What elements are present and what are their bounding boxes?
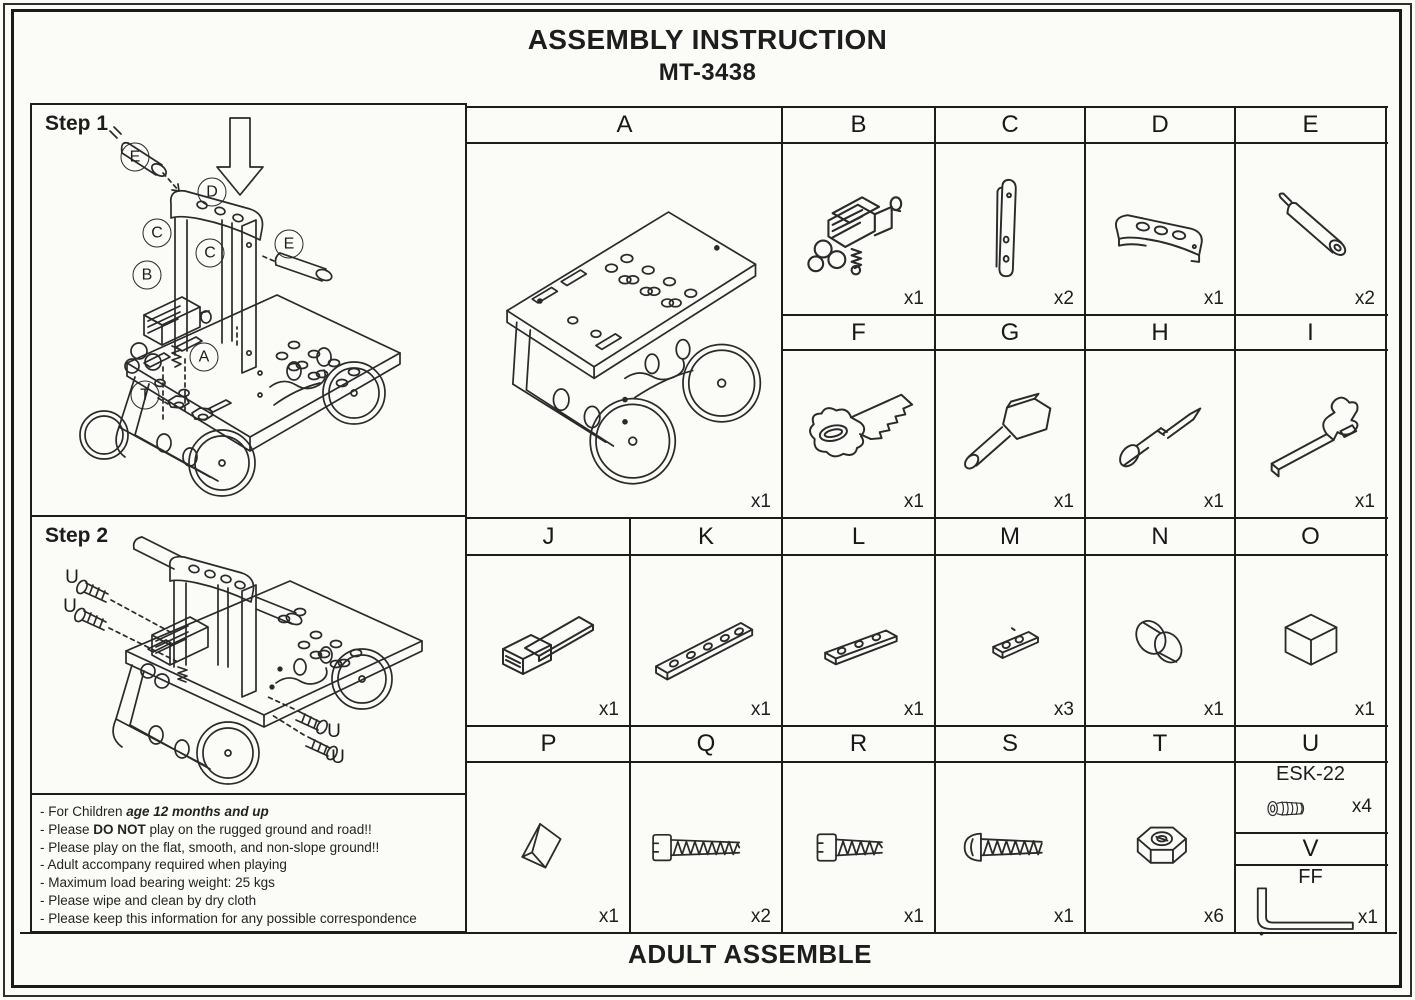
part-qty: x1 [1354, 699, 1375, 720]
grid-vline [934, 107, 936, 933]
part-qty: x1 [903, 491, 924, 512]
part-cell-M [935, 555, 1085, 726]
part-header-U: U [1301, 730, 1320, 757]
part-qty: x1 [1203, 699, 1224, 720]
long-screw-icon [642, 822, 770, 873]
grid-hline [467, 761, 1388, 763]
warning-text: - Maximum load bearing weight: 25 kgs [40, 875, 275, 891]
callout-E: E [121, 143, 150, 172]
part-header-L: L [851, 522, 866, 550]
part-cell-I [1235, 350, 1386, 518]
grid-hline [782, 314, 1388, 316]
cylinder-icon [1110, 591, 1210, 691]
callout-U: U [331, 747, 345, 768]
cube-icon [1261, 591, 1361, 691]
callout-B: B [133, 261, 162, 290]
warning-line [40, 910, 461, 928]
grid-vline [781, 107, 783, 933]
clamp-icon [801, 171, 917, 287]
callout-D: D [198, 178, 227, 207]
grid-hline [1235, 864, 1388, 866]
grid-hline [467, 106, 1388, 108]
part-qty: x1 [1053, 491, 1074, 512]
part-header-C: C [1001, 111, 1019, 138]
wedge-icon [500, 799, 598, 897]
part-cell-T [1085, 762, 1235, 933]
wrench-icon [1252, 380, 1370, 488]
part-header-N: N [1151, 522, 1169, 550]
part-qty: x1 [903, 288, 924, 309]
part-cell-K [630, 555, 782, 726]
part-cell-D [1085, 143, 1235, 315]
warning-panel [30, 793, 467, 933]
hammer-icon [951, 380, 1069, 488]
part-qty: x2 [1053, 288, 1074, 309]
part-cell-Q [630, 762, 782, 933]
warning-text: DO NOT [93, 821, 146, 837]
warning-text: play on the rugged ground and road!! [145, 821, 372, 837]
part-qty: x3 [1053, 699, 1074, 720]
title-line: ASSEMBLY INSTRUCTION [527, 24, 888, 55]
part-qty: x1 [1357, 907, 1378, 928]
part-header-R: R [849, 730, 868, 757]
part-cell-E [1235, 143, 1386, 315]
warning-line [40, 803, 461, 821]
part-cell-L [782, 555, 935, 726]
warning-line [40, 821, 461, 839]
part-qty: x1 [750, 491, 771, 512]
part-qty: x1 [750, 699, 771, 720]
part-qty: x4 [1351, 796, 1372, 817]
allen-key-icon [1243, 881, 1363, 936]
part-cell-V [1235, 865, 1386, 933]
part-cell-J [467, 555, 630, 726]
part-header-S: S [1001, 730, 1018, 757]
part-header-K: K [697, 522, 714, 550]
handle-top-icon [1098, 177, 1222, 282]
grid-hline [467, 517, 1388, 519]
hex-nut-icon [1109, 797, 1211, 899]
callout-A: A [190, 343, 219, 372]
model-number: MT-3438 [658, 59, 757, 86]
round-screw-icon [951, 820, 1069, 874]
part-cell-R [782, 762, 935, 933]
footer-label: ADULT ASSEMBLE [628, 939, 872, 969]
warning-line [40, 892, 461, 910]
part-cell-H [1085, 350, 1235, 518]
part-header-O: O [1301, 522, 1320, 550]
part-cell-S [935, 762, 1085, 933]
warning-line [40, 874, 461, 892]
slat-icon [957, 176, 1063, 282]
part-qty: x1 [598, 699, 619, 720]
grid-hline [467, 554, 1388, 556]
short-screw-icon [806, 821, 912, 874]
warning-text: age 12 months and up [126, 804, 269, 819]
part-qty: x6 [1203, 906, 1224, 927]
part-cell-P [467, 762, 630, 933]
strip3-icon [801, 587, 917, 693]
cart-body-icon [480, 156, 770, 494]
part-qty: x1 [1354, 491, 1375, 512]
step2-label: Step 2 [45, 524, 109, 547]
warning-text: - For Children [40, 804, 127, 819]
part-header-I: I [1307, 318, 1314, 346]
part-header-E: E [1302, 111, 1319, 138]
grid-hline [1235, 832, 1388, 834]
rod-icon [1257, 175, 1365, 283]
part-cell-B [782, 143, 935, 315]
part-qty: x1 [903, 699, 924, 720]
warning-text: - Please play on the flat, smooth, and non-slope ground!! [40, 839, 380, 855]
part-header-D: D [1151, 111, 1169, 138]
callout-E: E [275, 230, 304, 259]
grid-vline [1234, 107, 1236, 933]
part-qty: x1 [1203, 288, 1224, 309]
callout-T: T [131, 381, 160, 410]
part-qty: x2 [750, 906, 771, 927]
part-cell-G [935, 350, 1085, 518]
step2-illustration [32, 517, 465, 793]
grid-hline [467, 142, 1388, 144]
part-qty: x1 [1053, 906, 1074, 927]
part-header-Q: Q [696, 730, 716, 757]
saw-icon [795, 380, 923, 488]
square-plate-icon [489, 586, 609, 696]
step2-panel [30, 515, 467, 795]
part-qty: x1 [598, 906, 619, 927]
part-code: ESK-22 [1276, 763, 1345, 785]
part-cell-F [782, 350, 935, 518]
callout-U: U [327, 721, 341, 742]
document-title [0, 24, 1415, 87]
part-cell-C [935, 143, 1085, 315]
part-header-B: B [850, 111, 867, 138]
callout-U: U [65, 567, 79, 588]
part-header-J: J [542, 522, 555, 550]
warning-line [40, 839, 461, 857]
warning-text: - Please keep this information for any possible correspondence [40, 910, 417, 926]
part-header-A: A [616, 111, 633, 138]
part-header-M: M [1000, 522, 1020, 550]
step1-label: Step 1 [45, 112, 109, 135]
part-header-P: P [540, 730, 557, 757]
grid-hline [782, 349, 1388, 351]
part-cell-O [1235, 555, 1386, 726]
part-qty: x1 [1203, 491, 1224, 512]
part-header-H: H [1151, 318, 1169, 346]
part-cell-N [1085, 555, 1235, 726]
grid-vline [1084, 107, 1086, 933]
step1-illustration [32, 105, 465, 515]
strip5-icon [640, 589, 772, 693]
warning-text: - Please [40, 821, 94, 837]
part-code: FF [1298, 866, 1323, 888]
part-header-T: T [1152, 730, 1168, 757]
warning-text: - Please wipe and clean by dry cloth [40, 892, 257, 908]
screwdriver-icon [1101, 380, 1219, 488]
part-header-F: F [851, 318, 866, 346]
warning-line [40, 856, 461, 874]
part-qty: x1 [903, 906, 924, 927]
warning-text: - Adult accompany required when playing [40, 857, 287, 873]
part-cell-U [1235, 762, 1386, 833]
esk22-screw-icon [1261, 794, 1331, 823]
plate2-icon [954, 589, 1066, 692]
grid-hline [467, 725, 1388, 727]
callout-U: U [63, 596, 77, 617]
grid-vline [1385, 107, 1387, 933]
part-header-V: V [1302, 835, 1319, 862]
part-qty: x2 [1354, 288, 1375, 309]
callout-C: C [143, 219, 172, 248]
part-header-G: G [1000, 318, 1020, 346]
callout-C: C [196, 239, 225, 268]
part-cell-A [467, 143, 782, 518]
step1-panel [30, 103, 467, 517]
grid-hline [20, 932, 1397, 934]
